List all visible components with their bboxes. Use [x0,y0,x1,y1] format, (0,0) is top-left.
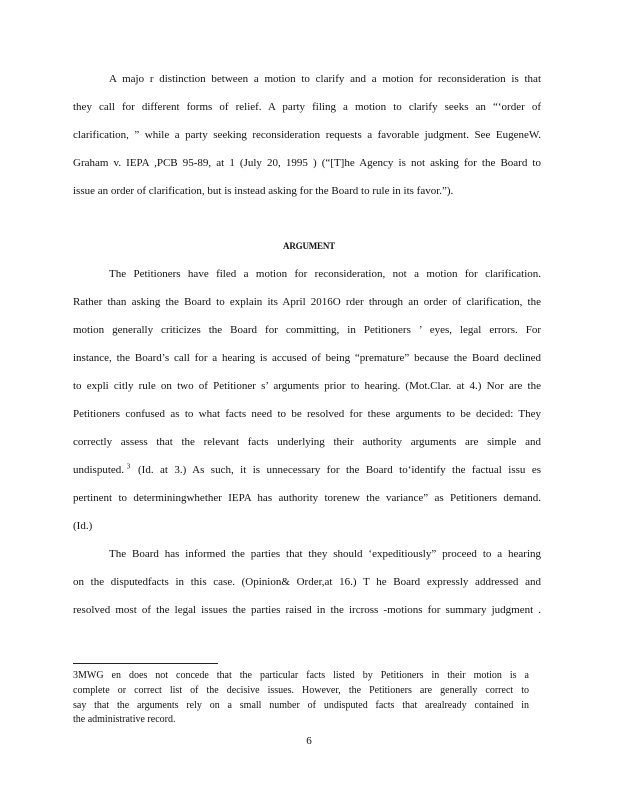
para1-line-1: A majo r distinction between a motion to clarify and a motion for reconsideration is that [109,73,541,85]
footnote-line-3: say that the arguments rely on a small number of undisputed facts that arealready contained in [73,700,529,711]
para2-line-4: instance, the Board’s call for a hearing is accused of being “premature” because the Board declined [73,352,541,364]
para2-line-9: pertinent to determiningwhether IEPA has authority torenew the variance” as Petitioners demand. [73,492,541,504]
para2-line-8-start: undisputed. [73,464,125,476]
para2-line-8-rest: (Id. at 3.) As such, it is unnecessary for the Board to‘identify the factual issu es [138,464,541,476]
para2-line-10: (Id.) [73,520,93,532]
para3-line-3: resolved most of the legal issues the parties raised in the ircross -motions for summary judgment . [73,604,541,616]
para2-line-5: to expli citly rule on two of Petitioner s’ arguments prior to hearing. (Mot.Clar. at 4.) Nor are the [73,380,541,392]
para2-line-3: motion generally criticizes the Board for committing, in Petitioners ’ eyes, legal errors. For [73,324,541,336]
para2-line-1: The Petitioners have filed a motion for reconsideration, not a motion for clarification. [109,268,541,280]
footnote-line-2: complete or correct list of the decisive issues. However, the Petitioners are generally correct to [73,685,529,696]
page-number: 6 [306,735,312,747]
para1-line-5: issue an order of clarification, but is instead asking for the Board to rule in its favor.”). [73,185,454,197]
para3-line-1: The Board has informed the parties that they should ‘expeditiously” proceed to a hearing [109,548,541,560]
footnote-line-4: the administrative record. [73,714,176,725]
footnote-separator [73,663,218,664]
para2-line-6: Petitioners confused as to what facts need to be resolved for these arguments to be decided: They [73,408,541,420]
para3-line-2: on the disputedfacts in this case. (Opinion& Order,at 16.) T he Board expressly addressed and [73,576,541,588]
para2-line-2: Rather than asking the Board to explain its April 2016O rder through an order of clarification, the [73,296,541,308]
para1-line-2: they call for different forms of relief. A party filing a motion to clarify seeks an “‘order of [73,101,541,113]
footnote-reference: 3 [126,462,131,471]
para1-line-4: Graham v. IEPA ,PCB 95-89, at 1 (July 20, 1995 ) (“[T]he Agency is not asking for the Board to [73,157,541,169]
para1-line-3: clarification, ” while a party seeking reconsideration requests a favorable judgment. See EugeneW. [73,129,541,141]
footnote-line-1: 3MWG en does not concede that the particular facts listed by Petitioners in their motion is a [73,670,529,681]
section-heading: ARGUMENT [283,241,335,251]
para2-line-7: correctly assess that the relevant facts underlying their authority arguments are simple and [73,436,541,448]
